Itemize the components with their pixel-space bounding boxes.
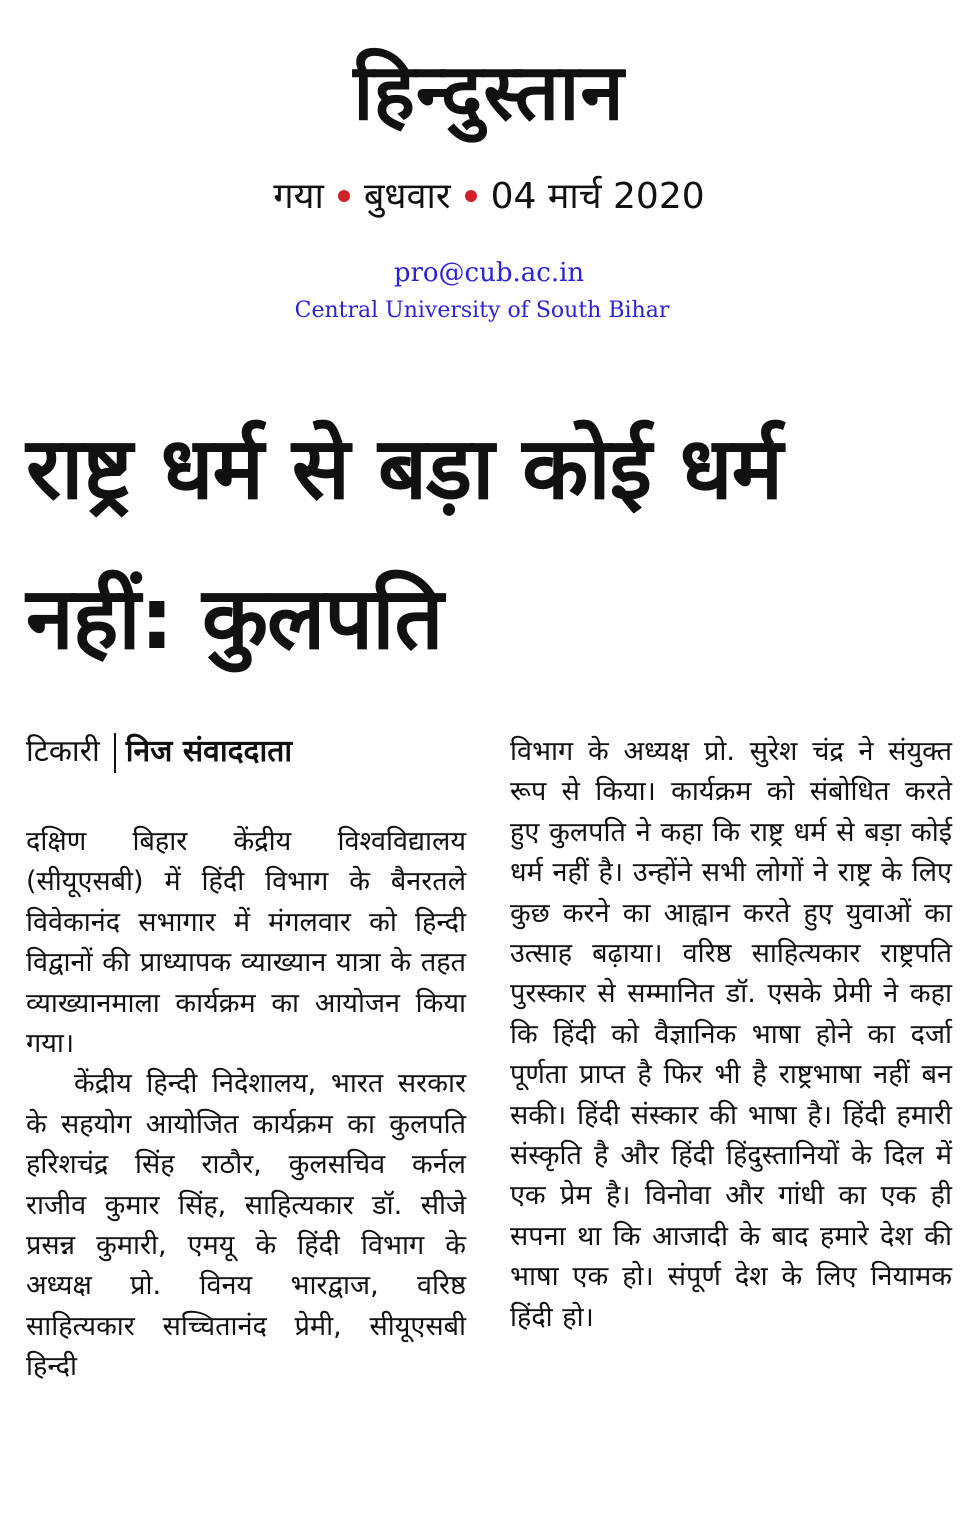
byline-reporter: निज संवाददाता xyxy=(125,734,293,769)
headline-line-1: राष्ट्र धर्म से बड़ा कोई धर्म xyxy=(26,419,783,519)
dateline-day: बुधवार xyxy=(363,176,451,217)
article-paragraph-2: केंद्रीय हिन्दी निदेशालय, भारत सरकार के सहयोग आयोजित कार्यक्रम का कुलपति हरिशचंद्र सिंह राठौर, कुलसचिव कर्नल राजीव कुमार सिंह, साहित्यकार डॉ. सीजे प्रसन्न कुमारी, एमयू के हिंदी विभाग के अध्यक्ष प्रो. विनय भारद्वाज, वरिष्ठ साहित्यकार सच्चितानंद प्रेमी, सीयूएसबी हिन्दी xyxy=(26,1068,466,1383)
article-headline xyxy=(26,394,956,694)
article-paragraph-3: विभाग के अध्यक्ष प्रो. सुरेश चंद्र ने संयुक्त रूप से किया। कार्यक्रम को संबोधित करते हुए कुलपति ने कहा कि राष्ट्र धर्म से बड़ा कोई धर्म नहीं है। उन्होंने सभी लोगों ने राष्ट्र के लिए कुछ करने का आह्वान करते हुए युवाओं का उत्साह बढ़ाया। वरिष्ठ साहित्यकार राष्ट्रपति पुरस्कार से सम्मानित डॉ. एसके प्रेमी ने कहा कि हिंदी को वैज्ञानिक भाषा होने का दर्जा पूर्णता प्राप्त है फिर भी है राष्ट्रभाषा नहीं बन सकी। हिंदी संस्कार की भाषा है। हिंदी हमारी संस्कृति है और हिंदी हिंदुस्तानियों के दिल में एक प्रेम है। विनोवा और गांधी का एक ही सपना था कि आजादी के बाद हमारे देश की भाषा एक हो। संपूर्ण देश के लिए नियामक हिंदी हो। xyxy=(510,736,952,1333)
byline-divider xyxy=(114,733,116,773)
dateline xyxy=(0,172,978,222)
article-paragraph-1: दक्षिण बिहार केंद्रीय विश्वविद्यालय (सीयूएसबी) में हिंदी विभाग के बैनरतले विवेकानंद सभागार में मंगलवार को हिन्दी विद्वानों की प्राध्यापक व्याख्यान यात्रा के तहत व्याख्यानमाला कार्यक्रम का आयोजन किया गया। xyxy=(26,826,466,1060)
byline xyxy=(26,730,476,774)
headline-line-2: नहीं: कुलपति xyxy=(26,569,443,669)
university-name: Central University of South Bihar xyxy=(294,298,670,323)
red-dot-separator xyxy=(465,190,477,202)
red-dot-separator xyxy=(338,190,350,202)
byline-place: टिकारी xyxy=(26,734,100,769)
article-column-right xyxy=(510,732,952,1338)
dateline-city: गया xyxy=(273,176,324,217)
article-column-left xyxy=(26,822,466,1388)
dateline-date: 04 मार्च 2020 xyxy=(490,176,705,217)
newspaper-masthead: हिन्दुस्तान xyxy=(353,48,625,138)
contact-email: pro@cub.ac.in xyxy=(393,258,585,288)
